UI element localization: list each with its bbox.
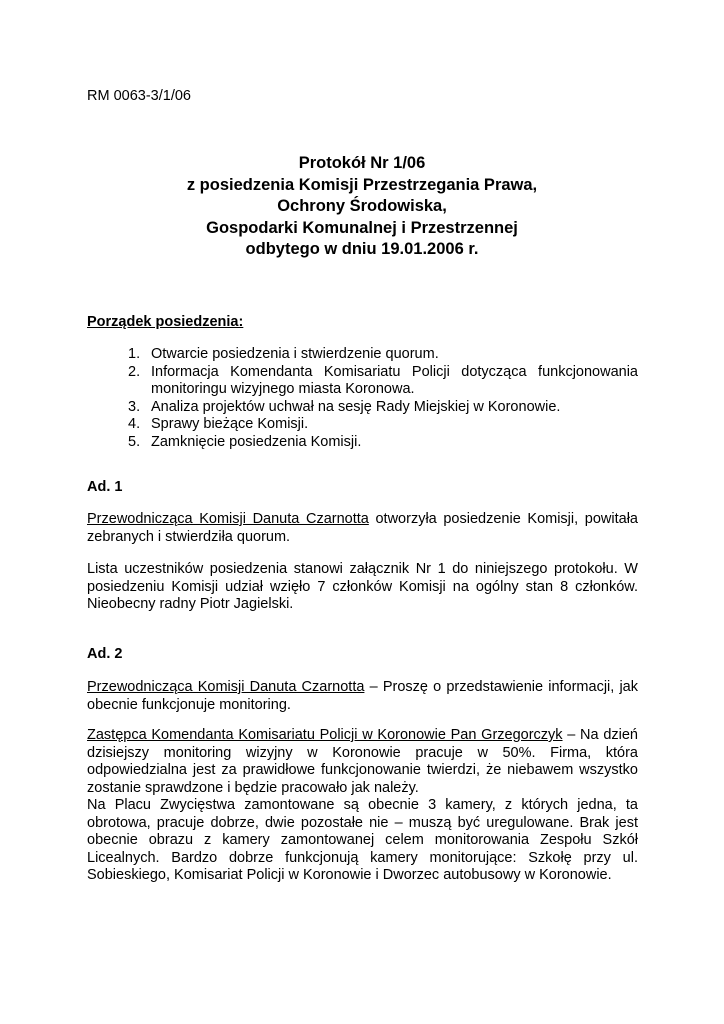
ad2-paragraph-3: Na Placu Zwycięstwa zamontowane są obecnie 3 kamery, z których jedna, ta obrotowa, pracuje dobrze, dwie pozostałe nie – muszą być uregulowane. Brak jest obecnie obrazu z kamery zamontowanej celem monitorowania Zespołu Szkół Licealnych. Bardzo dobrze funkcjonują kamery monitorujące: Szkołę przy ul. Sobieskiego, Komisariat Policji w Koronowie i Dworzec autobusowy w Koronowie.	[87, 797, 638, 884]
paragraph-text: – Proszę o przedstawienie informacji, jak obecnie funkcjonuje monitoring.	[87, 679, 638, 713]
ad2-heading: Ad. 2	[87, 646, 123, 662]
agenda-item-number: 1.	[128, 346, 141, 362]
agenda-item-text: Sprawy bieżące Komisji.	[151, 416, 309, 433]
document-title	[87, 153, 637, 261]
title-line: z posiedzenia Komisji Przestrzegania Prawa,	[186, 175, 538, 194]
agenda-item-text: Informacja Komendanta Komisariatu Policji dotycząca funkcjonowania monitoringu wizyjnego miasta Koronowa.	[151, 363, 638, 398]
ad1-heading: Ad. 1	[87, 479, 123, 495]
title-line: Protokół Nr 1/06	[298, 154, 426, 172]
ad2-paragraph-1	[87, 679, 638, 714]
agenda-heading: Porządek posiedzenia:	[87, 314, 244, 330]
agenda-item	[128, 434, 638, 452]
paragraph-text: – Na dzień dzisiejszy monitoring wizyjny w Koronowie pracuje w 50%. Firma, która odpowiedzialna jest za prawidłowe funkcjonowanie twierdzi, że niebawem wszystko zostanie sprawdzone i będzie pracowało jak należy.	[87, 727, 638, 796]
speaker-name: Przewodnicząca Komisji Danuta Czarnotta	[87, 679, 365, 695]
title-line: Ochrony Środowiska,	[277, 197, 447, 215]
agenda-item	[128, 399, 638, 417]
agenda-list	[128, 346, 638, 452]
title-line: odbytego w dniu 19.01.2006 r.	[245, 240, 479, 258]
agenda-item	[128, 364, 638, 399]
ad1-paragraph-2: Lista uczestników posiedzenia stanowi załącznik Nr 1 do niniejszego protokołu. W posiedzeniu Komisji udział wzięło 7 członków Komisji na ogólny stan 8 członków. Nieobecny radny Piotr Jagielski.	[87, 561, 638, 613]
agenda-item-text: Analiza projektów uchwał na sesję Rady Miejskiej w Koronowie.	[151, 398, 561, 415]
agenda-item-number: 3.	[128, 398, 141, 415]
agenda-item-number: 4.	[128, 416, 141, 433]
ad1-paragraph-1	[87, 511, 638, 546]
title-line: Gospodarki Komunalnej i Przestrzennej	[206, 218, 518, 237]
ad2-paragraph-2	[87, 727, 638, 797]
paragraph-text: otworzyła posiedzenie Komisji, powitała zebranych i stwierdziła quorum.	[87, 511, 638, 545]
agenda-item-text: Otwarcie posiedzenia i stwierdzenie quorum.	[151, 346, 439, 362]
agenda-item-number: 5.	[128, 433, 141, 450]
speaker-name: Przewodnicząca Komisji Danuta Czarnotta	[87, 511, 369, 527]
agenda-item-text: Zamknięcie posiedzenia Komisji.	[151, 433, 362, 450]
agenda-item-number: 2.	[128, 363, 141, 380]
agenda-item	[128, 416, 638, 434]
agenda-item	[128, 346, 638, 364]
document-reference: RM 0063-3/1/06	[87, 88, 191, 104]
speaker-name: Zastępca Komendanta Komisariatu Policji w Koronowie Pan Grzegorczyk	[87, 727, 563, 743]
